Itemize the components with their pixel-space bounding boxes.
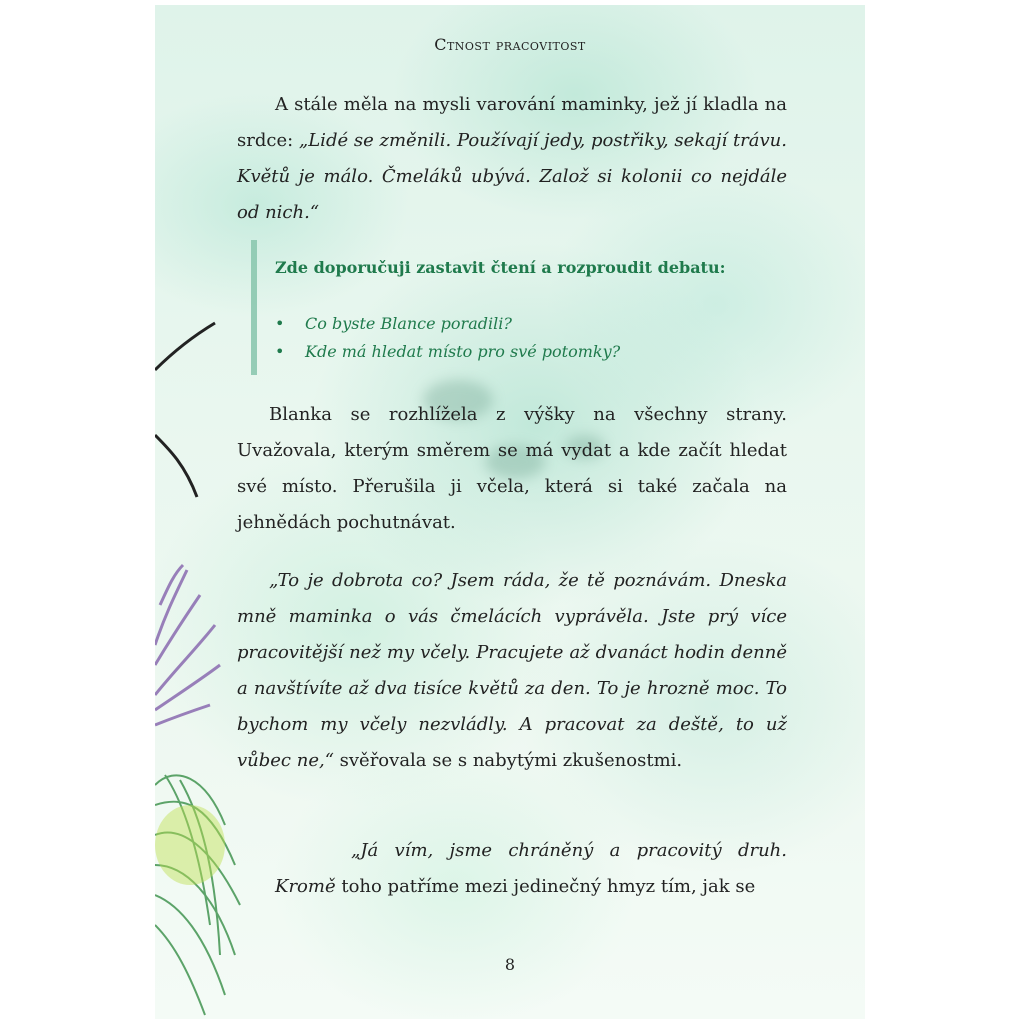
- book-page: [155, 5, 865, 1019]
- paragraph-text: toho patříme mezi jedinečný hmyz tím, jak se: [335, 876, 756, 897]
- paragraph-bumblebee-reply: [275, 833, 787, 905]
- paragraph-warning: [237, 87, 787, 231]
- question-text: Kde má hledat místo pro své potomky?: [305, 342, 621, 361]
- callout-title: Zde doporučuji zastavit čtení a rozproudit debatu:: [275, 258, 726, 277]
- bullet-icon: •: [275, 314, 285, 333]
- discussion-callout: [251, 240, 797, 375]
- paragraph-bee-speech: [237, 563, 787, 779]
- page-number: 8: [504, 955, 516, 974]
- quote-text: „Já vím, jsme chráněný a pracovitý druh. Kromě: [275, 840, 787, 897]
- quote-text: „Lidé se změnili. Používají jedy, postřiky, sekají trávu. Květů je málo. Čmeláků ubývá. Založ si kolonii co nejdále od nich.“: [237, 130, 787, 223]
- quote-text: „To je dobrota co? Jsem ráda, že tě poznávám. Dneska mně maminka o vás čmelácích vyprávěla. Jste prý více pracovitější než my včely. Pracujete až dvanáct hodin denně a navštívíte až dva tisíce květů za den. To je hrozně moc. To bychom my včely nezvládly. A pracovat za deště, to už vůbec ne,“: [237, 570, 787, 771]
- list-item: [275, 338, 620, 366]
- question-list: [275, 310, 620, 366]
- list-item: [275, 310, 620, 338]
- paragraph-text: A stále měla na mysli varování maminky, jež jí kladla na srdce:: [237, 94, 787, 151]
- bullet-icon: •: [275, 342, 285, 361]
- running-head: Ctnost pracovitost: [434, 35, 586, 54]
- paragraph-text: svěřovala se s nabytými zkušenostmi.: [333, 750, 683, 771]
- paragraph-blanka: Blanka se rozhlížela z výšky na všechny strany. Uvažovala, kterým směrem se má vydat a kde začít hledat své místo. Přerušila ji včela, která si také začala na jehnědách pochutnávat.: [237, 404, 787, 533]
- question-text: Co byste Blance poradili?: [305, 314, 512, 333]
